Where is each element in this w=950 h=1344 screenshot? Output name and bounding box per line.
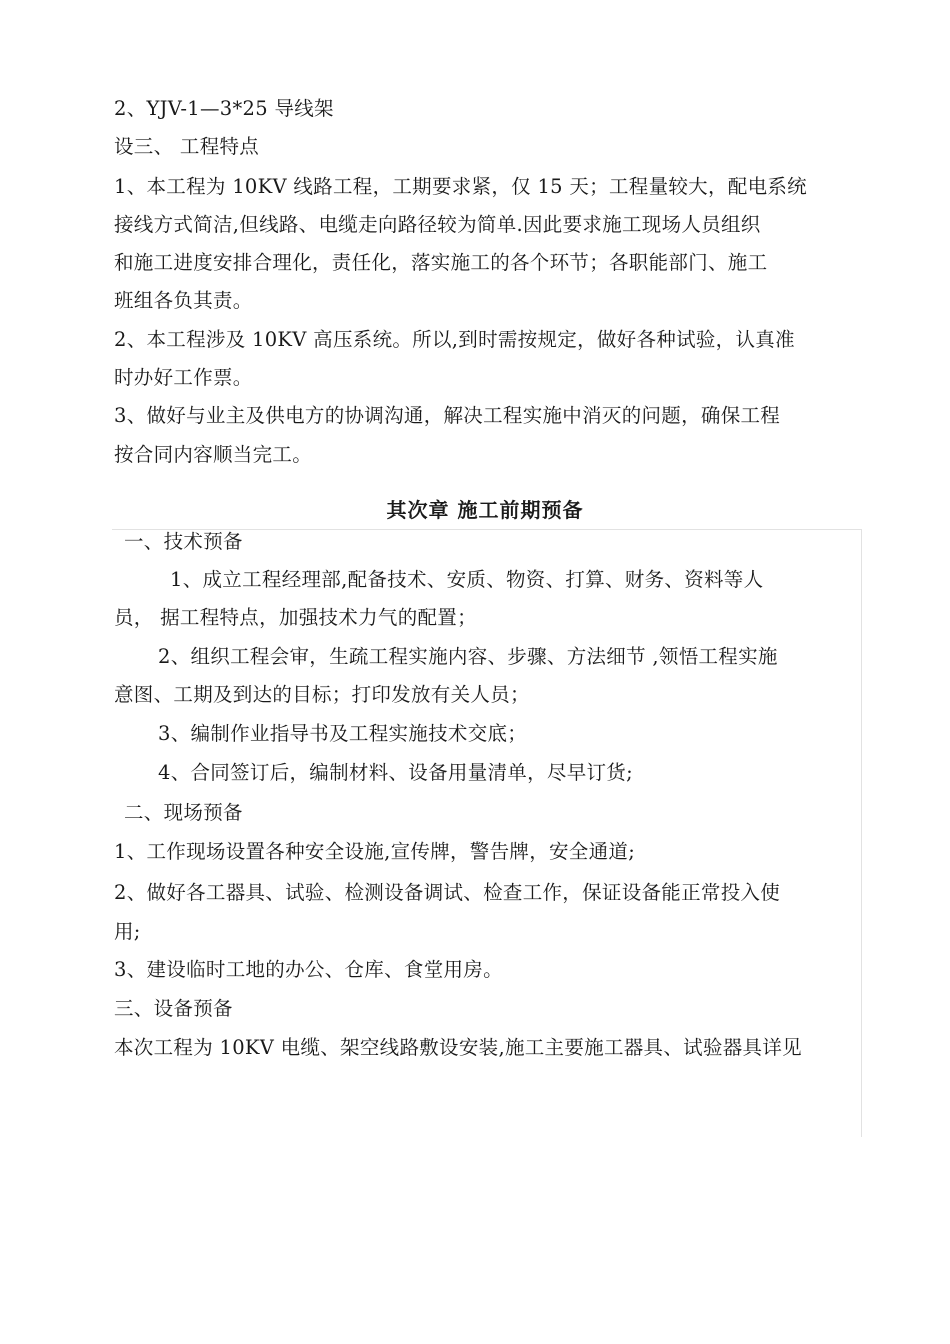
chapter-title: 其次章 施工前期预备 (386, 498, 584, 522)
site-prep-item-2-line-1: 2、做好各工器具、试验、检测设备调试、检查工作，保证设备能正常投入使 (114, 881, 781, 904)
tech-prep-item-1-line-2: 员， 据工程特点，加强技术力气的配置； (114, 606, 477, 629)
tech-prep-item-4: 4、合同签订后，编制材料、设备用量清单，尽早订货; (158, 761, 633, 784)
site-prep-heading: 二、现场预备 (124, 801, 243, 824)
equipment-prep-item-1: 本次工程为 10KV 电缆、架空线路敷设安装,施工主要施工器具、试验器具详见 (114, 1036, 802, 1059)
feature-3-line-1: 3、做好与业主及供电方的协调沟通，解决工程实施中消灭的问题，确保工程 (114, 404, 781, 427)
tech-prep-item-1-line-1: 1、成立工程经理部,配备技术、安质、物资、打算、财务、资料等人 (170, 568, 764, 591)
equipment-prep-heading: 三、设备预备 (114, 997, 233, 1020)
feature-2-line-1: 2、本工程涉及 10KV 高压系统。所以,到时需按规定，做好各种试验，认真准 (114, 328, 795, 351)
feature-1-line-2: 接线方式简洁,但线路、电缆走向路径较为简单.因此要求施工现场人员组织 (114, 213, 761, 236)
site-prep-item-1: 1、工作现场设置各种安全设施,宣传牌，警告牌，安全通道; (114, 840, 636, 863)
table-border-right (861, 529, 862, 1137)
tech-prep-item-2-line-1: 2、组织工程会审，生疏工程实施内容、步骤、方法细节 ,领悟工程实施 (158, 645, 778, 668)
site-prep-item-2-line-2: 用; (114, 920, 141, 943)
feature-2-line-2: 时办好工作票。 (114, 366, 253, 389)
tech-prep-item-2-line-2: 意图、工期及到达的目标；打印发放有关人员； (114, 683, 530, 706)
tech-prep-item-3: 3、编制作业指导书及工程实施技术交底； (158, 722, 528, 745)
cable-line-item: 2、YJV-1—3*25 导线架 (114, 97, 334, 120)
feature-3-line-2: 按合同内容顺当完工。 (114, 443, 313, 466)
tech-prep-heading: 一、技术预备 (124, 530, 243, 553)
feature-1-line-1: 1、本工程为 10KV 线路工程，工期要求紧，仅 15 天；工程量较大，配电系统 (114, 175, 807, 198)
site-prep-item-3: 3、建设临时工地的办公、仓库、食堂用房。 (114, 958, 503, 981)
feature-1-line-3: 和施工进度安排合理化，责任化，落实施工的各个环节；各职能部门、施工 (114, 251, 768, 274)
project-features-heading: 设三、 工程特点 (114, 135, 260, 158)
feature-1-line-4: 班组各负其责。 (114, 289, 253, 312)
